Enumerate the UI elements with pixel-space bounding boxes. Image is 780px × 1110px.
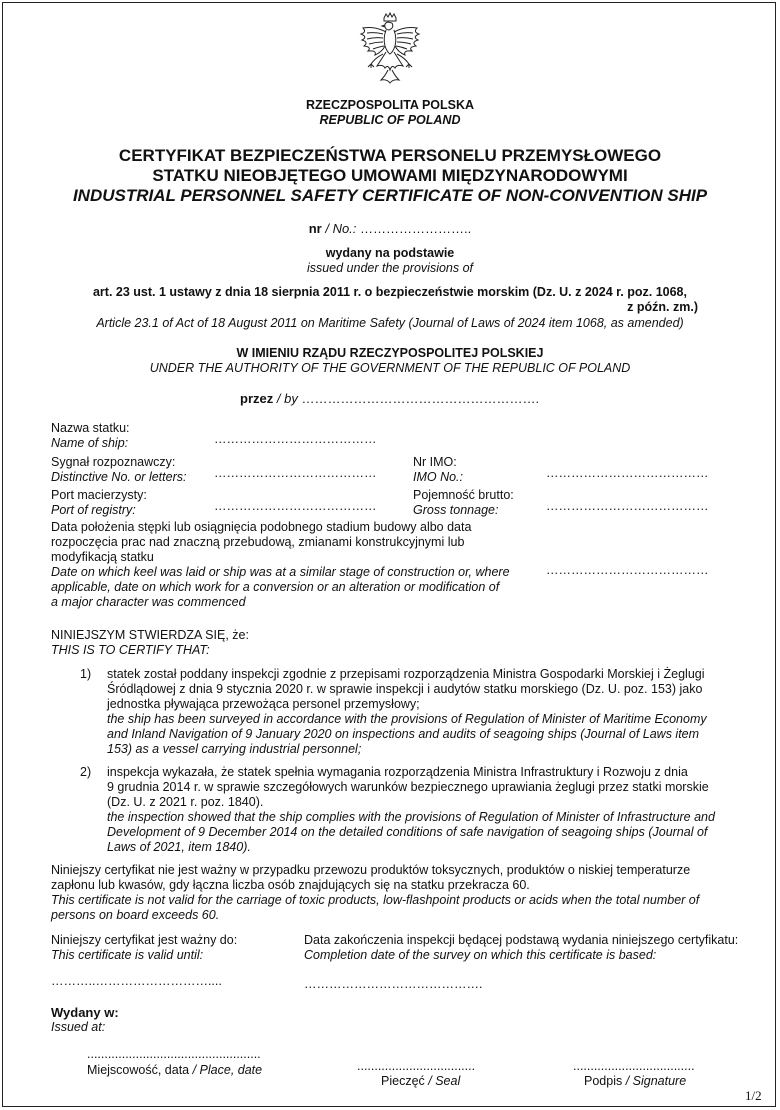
signature-label: Podpis bbox=[584, 1074, 623, 1088]
law-reference-2: z późn. zm.) bbox=[627, 300, 698, 314]
by-value: ………………………………………………. bbox=[301, 391, 540, 406]
valid-until-label-en: This certificate is valid until: bbox=[51, 948, 204, 962]
authority: W IMIENIU RZĄDU RZECZYPOSPOLITEJ POLSKIEJ bbox=[236, 346, 544, 360]
keel-label-1: Data położenia stępki lub osiągnięcia podobnego stadium budowy albo data bbox=[51, 520, 472, 534]
tonnage-label: Pojemność brutto: bbox=[413, 488, 514, 502]
certificate-number bbox=[0, 221, 780, 236]
signature-line: ................................... bbox=[573, 1059, 695, 1073]
item-1-text-en-3: 153) as a vessel carrying industrial personnel; bbox=[107, 742, 362, 756]
keel-value: ………………………………… bbox=[546, 563, 709, 577]
issued-under-en: issued under the provisions of bbox=[306, 261, 474, 275]
item-1-text-2: Śródlądowej z dnia 9 stycznia 2020 r. w sprawie inspekcji i audytów statku morskiego (Dz. U. poz. 153) jako bbox=[107, 682, 703, 696]
seal-line: .................................. bbox=[357, 1059, 476, 1073]
validity-note-1: Niniejszy certyfikat nie jest ważny w przypadku przewozu produktów toksycznych, produktów o niskiej temperaturze bbox=[51, 863, 691, 877]
callsign-value: ………………………………… bbox=[214, 466, 377, 480]
imo-value: ………………………………… bbox=[546, 466, 709, 480]
page-number: 1/2 bbox=[745, 1088, 762, 1103]
item-2-text-2: 9 grudnia 2014 r. w sprawie szczegółowych warunków bezpiecznego uprawiania żeglugi przez statki morskie bbox=[107, 780, 709, 794]
item-2-text-en-2: Development of 9 December 2014 on the detailed conditions of safe navigation of seagoing ships (Journal of bbox=[107, 825, 708, 839]
survey-date-label-en: Completion date of the survey on which this certificate is based: bbox=[304, 948, 657, 962]
place-date-label: Miejscowość, data bbox=[87, 1063, 190, 1077]
item-1-text-1: statek został poddany inspekcji zgodnie z przepisami rozporządzenia Ministra Gospodarki Morskiej i Żeglugi bbox=[107, 667, 705, 681]
place-date-caption bbox=[87, 1063, 262, 1077]
seal-label-en: / Seal bbox=[428, 1074, 461, 1088]
survey-date-label: Data zakończenia inspekcji będącej podstawą wydania niniejszego certyfikatu: bbox=[304, 933, 739, 947]
callsign-label: Sygnał rozpoznawczy: bbox=[51, 455, 176, 469]
keel-label-2: rozpoczęcia prac nad znaczną przebudową, zmianami konstrukcyjnymi lub bbox=[51, 535, 465, 549]
validity-note-en-1: This certificate is not valid for the carriage of toxic products, low-flashpoint products or acids when the total number of bbox=[51, 893, 700, 907]
by-label: przez bbox=[240, 391, 274, 406]
keel-label-en-2: applicable, date on which work for a conversion or an alteration or modification of bbox=[51, 580, 500, 594]
law-reference-1: art. 23 ust. 1 ustawy z dnia 18 sierpnia 2011 r. o bezpieczeństwie morskim (Dz. U. z 2024 r. poz. 1068, bbox=[92, 285, 687, 299]
polish-eagle-emblem bbox=[355, 12, 425, 88]
keel-label-3: modyfikacją statku bbox=[51, 550, 154, 564]
item-2-text-en-1: the inspection showed that the ship complies with the provisions of Regulation of Minister of Infrastructure and bbox=[107, 810, 715, 824]
title-line-2: STATKU NIEOBJĘTEGO UMOWAMI MIĘDZYNARODOWYMI bbox=[152, 166, 628, 185]
validity-note-2: zapłonu lub kwasów, gdy łączna liczba osób znajdujących się na statku przekracza 60. bbox=[51, 878, 530, 892]
ship-name-label-en: Name of ship: bbox=[51, 436, 129, 450]
callsign-label-en: Distinctive No. or letters: bbox=[51, 470, 187, 484]
authority-en: UNDER THE AUTHORITY OF THE GOVERNMENT OF THE REPUBLIC OF POLAND bbox=[149, 361, 631, 375]
port-value: ………………………………… bbox=[214, 499, 377, 513]
nr-label: nr bbox=[308, 221, 322, 236]
item-1-text-3: jednostka pływająca przewożąca personel przemysłowy; bbox=[107, 697, 420, 711]
signature-caption bbox=[584, 1074, 686, 1088]
item-2-text-en-3: Laws of 2021, item 1840). bbox=[107, 840, 251, 854]
place-date-line: .................................................. bbox=[87, 1047, 261, 1061]
imo-label: Nr IMO: bbox=[413, 455, 457, 469]
keel-label-en-3: a major character was commenced bbox=[51, 595, 246, 609]
keel-label-en-1: Date on which keel was laid or ship was at a similar stage of construction or, where bbox=[51, 565, 510, 579]
item-2-number: 2) bbox=[80, 765, 92, 779]
valid-until-label: Niniejszy certyfikat jest ważny do: bbox=[51, 933, 238, 947]
issued-at-label: Wydany w: bbox=[51, 1005, 119, 1020]
nr-label-en: / No.: bbox=[325, 221, 357, 236]
item-1-text-en-1: the ship has been surveyed in accordance with the provisions of Regulation of Minister of Maritime Economy bbox=[107, 712, 707, 726]
valid-until-value: ………..……………………….... bbox=[51, 974, 222, 988]
issued-by bbox=[240, 391, 539, 406]
law-reference-en: Article 23.1 of Act of 18 August 2011 on Maritime Safety (Journal of Laws of 2024 item 1068, as amended) bbox=[96, 316, 684, 330]
tonnage-label-en: Gross tonnage: bbox=[413, 503, 499, 517]
country-name-en: REPUBLIC OF POLAND bbox=[319, 113, 461, 127]
issued-under: wydany na podstawie bbox=[325, 246, 455, 260]
seal-label: Pieczęć bbox=[381, 1074, 425, 1088]
survey-date-value: ……………………………………. bbox=[304, 977, 483, 991]
validity-note-en-2: persons on board exceeds 60. bbox=[51, 908, 220, 922]
title-en: INDUSTRIAL PERSONNEL SAFETY CERTIFICATE OF NON-CONVENTION SHIP bbox=[72, 186, 708, 205]
country-name: RZECZPOSPOLITA POLSKA bbox=[305, 98, 475, 112]
certify-heading-en: THIS IS TO CERTIFY THAT: bbox=[51, 643, 210, 657]
item-2-text-3: (Dz. U. z 2021 r. poz. 1840). bbox=[107, 795, 264, 809]
port-label: Port macierzysty: bbox=[51, 488, 147, 502]
certify-heading: NINIEJSZYM STWIERDZA SIĘ, że: bbox=[51, 628, 249, 642]
title-line-1: CERTYFIKAT BEZPIECZEŃSTWA PERSONELU PRZEMYSŁOWEGO bbox=[118, 146, 662, 165]
ship-name-value: ………………………………… bbox=[214, 432, 377, 446]
imo-label-en: IMO No.: bbox=[413, 470, 464, 484]
item-1-number: 1) bbox=[80, 667, 92, 681]
seal-caption bbox=[381, 1074, 460, 1088]
port-label-en: Port of registry: bbox=[51, 503, 136, 517]
signature-label-en: / Signature bbox=[625, 1074, 687, 1088]
place-date-label-en: / Place, date bbox=[192, 1063, 263, 1077]
by-label-en: / by bbox=[276, 391, 298, 406]
nr-value: …………………….. bbox=[360, 221, 472, 236]
issued-at-label-en: Issued at: bbox=[51, 1020, 106, 1034]
item-2-text-1: inspekcja wykazała, że statek spełnia wymagania rozporządzenia Ministra Infrastruktury i Rozwoju z dnia bbox=[107, 765, 688, 779]
ship-name-label: Nazwa statku: bbox=[51, 421, 130, 435]
tonnage-value: ………………………………… bbox=[546, 499, 709, 513]
item-1-text-en-2: and Inland Navigation of 9 January 2020 on inspections and audits of seagoing ships (Journal of Laws item bbox=[107, 727, 700, 741]
